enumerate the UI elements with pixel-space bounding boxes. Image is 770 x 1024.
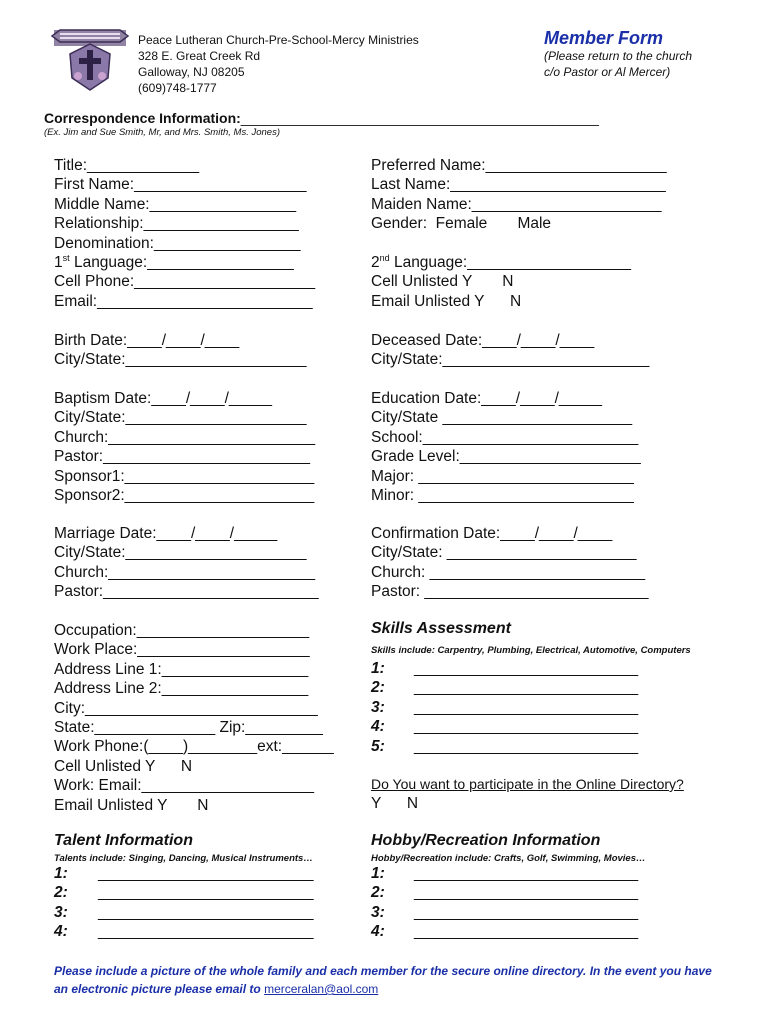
form-title: Member Form <box>544 28 664 48</box>
cell-unlisted-field[interactable]: Cell Unlisted Y N <box>371 273 514 291</box>
work-cell-unlisted-field[interactable]: Cell Unlisted Y N <box>54 757 193 775</box>
hobby-3-blank[interactable]: __________________________ <box>414 903 639 921</box>
church-logo <box>48 26 132 94</box>
org-address-line1: 328 E. Great Creek Rd <box>138 49 261 63</box>
second-language-field[interactable]: 2nd Language:___________________ <box>371 252 632 272</box>
org-name: Peace Lutheran Church-Pre-School-Mercy Ministries <box>138 33 419 47</box>
city-field[interactable]: City:___________________________ <box>54 699 318 717</box>
baptism-church-field[interactable]: Church:________________________ <box>54 428 316 446</box>
skill-2-blank[interactable]: __________________________ <box>414 679 639 697</box>
address-line2-field[interactable]: Address Line 2:_________________ <box>54 680 309 698</box>
hobby-1-number: 1: <box>371 865 385 882</box>
talent-title: Talent Information <box>54 832 193 849</box>
skill-4-blank[interactable]: __________________________ <box>414 718 639 736</box>
maiden-name-field[interactable]: Maiden Name:______________________ <box>371 195 662 213</box>
deceased-city-state-field[interactable]: City/State:________________________ <box>371 351 650 369</box>
address-line1-field[interactable]: Address Line 1:_________________ <box>54 660 309 678</box>
minor-field[interactable]: Minor: _________________________ <box>371 487 634 505</box>
talent-2-blank[interactable]: _________________________ <box>98 884 314 902</box>
baptism-date-field[interactable]: Baptism Date:____/____/_____ <box>54 390 273 407</box>
footer-text: Please include a picture of the whole family and each member for the secure online directory. In the event you have an electronic picture please email to <box>54 964 712 996</box>
state-zip-field[interactable]: State:______________ Zip:_________ <box>54 719 323 737</box>
last-name-field[interactable]: Last Name:_________________________ <box>371 176 666 194</box>
relationship-field[interactable]: Relationship:__________________ <box>54 215 299 233</box>
cell-phone-field[interactable]: Cell Phone:_____________________ <box>54 273 316 291</box>
hobby-title: Hobby/Recreation Information <box>371 832 601 849</box>
middle-name-field[interactable]: Middle Name:_________________ <box>54 195 297 213</box>
email-unlisted-field[interactable]: Email Unlisted Y N <box>371 292 522 310</box>
talent-4-blank[interactable]: _________________________ <box>98 923 314 941</box>
hobby-subtitle: Hobby/Recreation include: Crafts, Golf, Swimming, Movies… <box>371 853 646 864</box>
baptism-pastor-field[interactable]: Pastor:________________________ <box>54 448 310 466</box>
hobby-2-number: 2: <box>371 884 385 902</box>
work-phone-field[interactable]: Work Phone:(____)________ext:______ <box>54 738 334 756</box>
baptism-city-state-field[interactable]: City/State:_____________________ <box>54 409 307 427</box>
talent-subtitle: Talents include: Singing, Dancing, Musical Instruments… <box>54 853 313 864</box>
skill-2-number: 2: <box>371 679 385 697</box>
birth-city-state-field[interactable]: City/State:_____________________ <box>54 351 307 369</box>
hobby-2-blank[interactable]: __________________________ <box>414 884 639 902</box>
skills-subtitle: Skills include: Carpentry, Plumbing, Electrical, Automotive, Computers <box>371 645 691 656</box>
talent-3-number: 3: <box>54 903 68 921</box>
skill-3-number: 3: <box>371 698 385 716</box>
confirmation-date-field[interactable]: Confirmation Date:____/____/____ <box>371 525 613 542</box>
first-language-field[interactable]: 1st Language:_________________ <box>54 252 294 272</box>
hobby-1-blank[interactable]: __________________________ <box>414 865 639 882</box>
return-note-line2: c/o Pastor or Al Mercer) <box>544 65 671 79</box>
deceased-date-field[interactable]: Deceased Date:____/____/____ <box>371 332 595 349</box>
skill-1-number: 1: <box>371 660 385 677</box>
sponsor2-field[interactable]: Sponsor2:______________________ <box>54 487 315 505</box>
skills-title: Skills Assessment <box>371 620 511 637</box>
directory-question: Do You want to participate in the Online Directory? <box>371 776 684 792</box>
marriage-church-field[interactable]: Church:________________________ <box>54 563 316 581</box>
education-city-state-field[interactable]: City/State ______________________ <box>371 409 633 427</box>
skill-4-number: 4: <box>371 718 385 736</box>
occupation-field[interactable]: Occupation:____________________ <box>54 622 310 639</box>
birth-date-field[interactable]: Birth Date:____/____/____ <box>54 332 240 349</box>
email-field[interactable]: Email:_________________________ <box>54 292 313 310</box>
confirmation-city-state-field[interactable]: City/State: ______________________ <box>371 544 637 562</box>
work-email-field[interactable]: Work: Email:____________________ <box>54 777 314 795</box>
first-name-field[interactable]: First Name:____________________ <box>54 176 307 194</box>
marriage-pastor-field[interactable]: Pastor:_________________________ <box>54 583 319 601</box>
footer-note <box>54 962 724 998</box>
directory-options[interactable]: Y N <box>371 795 419 812</box>
gender-field[interactable]: Gender: Female Male <box>371 215 552 233</box>
work-email-unlisted-field[interactable]: Email Unlisted Y N <box>54 796 209 814</box>
hobby-4-blank[interactable]: __________________________ <box>414 923 639 941</box>
org-phone: (609)748-1777 <box>138 81 217 95</box>
footer-email-link[interactable]: merceralan@aol.com <box>264 982 379 996</box>
talent-3-blank[interactable]: _________________________ <box>98 903 314 921</box>
work-place-field[interactable]: Work Place:____________________ <box>54 641 310 659</box>
correspondence-blank[interactable]: ______________________________________________ <box>240 110 599 126</box>
skill-3-blank[interactable]: __________________________ <box>414 698 639 716</box>
education-date-field[interactable]: Education Date:____/____/_____ <box>371 390 602 407</box>
denomination-field[interactable]: Denomination:_________________ <box>54 234 301 252</box>
return-note-line1: (Please return to the church <box>544 49 693 63</box>
confirmation-church-field[interactable]: Church: _________________________ <box>371 563 646 581</box>
grade-level-field[interactable]: Grade Level:_____________________ <box>371 448 641 466</box>
talent-2-number: 2: <box>54 884 68 902</box>
skill-5-blank[interactable]: __________________________ <box>414 737 639 755</box>
title-field[interactable]: Title:_____________ <box>54 157 200 174</box>
preferred-name-field[interactable]: Preferred Name:_____________________ <box>371 157 667 174</box>
hobby-3-number: 3: <box>371 903 385 921</box>
talent-1-blank[interactable]: _________________________ <box>98 865 314 882</box>
marriage-city-state-field[interactable]: City/State:_____________________ <box>54 544 307 562</box>
correspondence-field[interactable] <box>44 110 599 126</box>
correspondence-label: Correspondence Information: <box>44 110 241 126</box>
marriage-date-field[interactable]: Marriage Date:____/____/_____ <box>54 525 278 542</box>
confirmation-pastor-field[interactable]: Pastor: __________________________ <box>371 583 649 601</box>
talent-4-number: 4: <box>54 923 68 941</box>
talent-1-number: 1: <box>54 865 68 882</box>
hobby-4-number: 4: <box>371 923 385 941</box>
sponsor1-field[interactable]: Sponsor1:______________________ <box>54 467 315 485</box>
school-field[interactable]: School:_________________________ <box>371 428 639 446</box>
skill-5-number: 5: <box>371 737 385 755</box>
org-address-line2: Galloway, NJ 08205 <box>138 65 245 79</box>
major-field[interactable]: Major: _________________________ <box>371 467 634 485</box>
correspondence-example: (Ex. Jim and Sue Smith, Mr, and Mrs. Smith, Ms. Jones) <box>44 127 280 138</box>
skill-1-blank[interactable]: __________________________ <box>414 660 639 677</box>
